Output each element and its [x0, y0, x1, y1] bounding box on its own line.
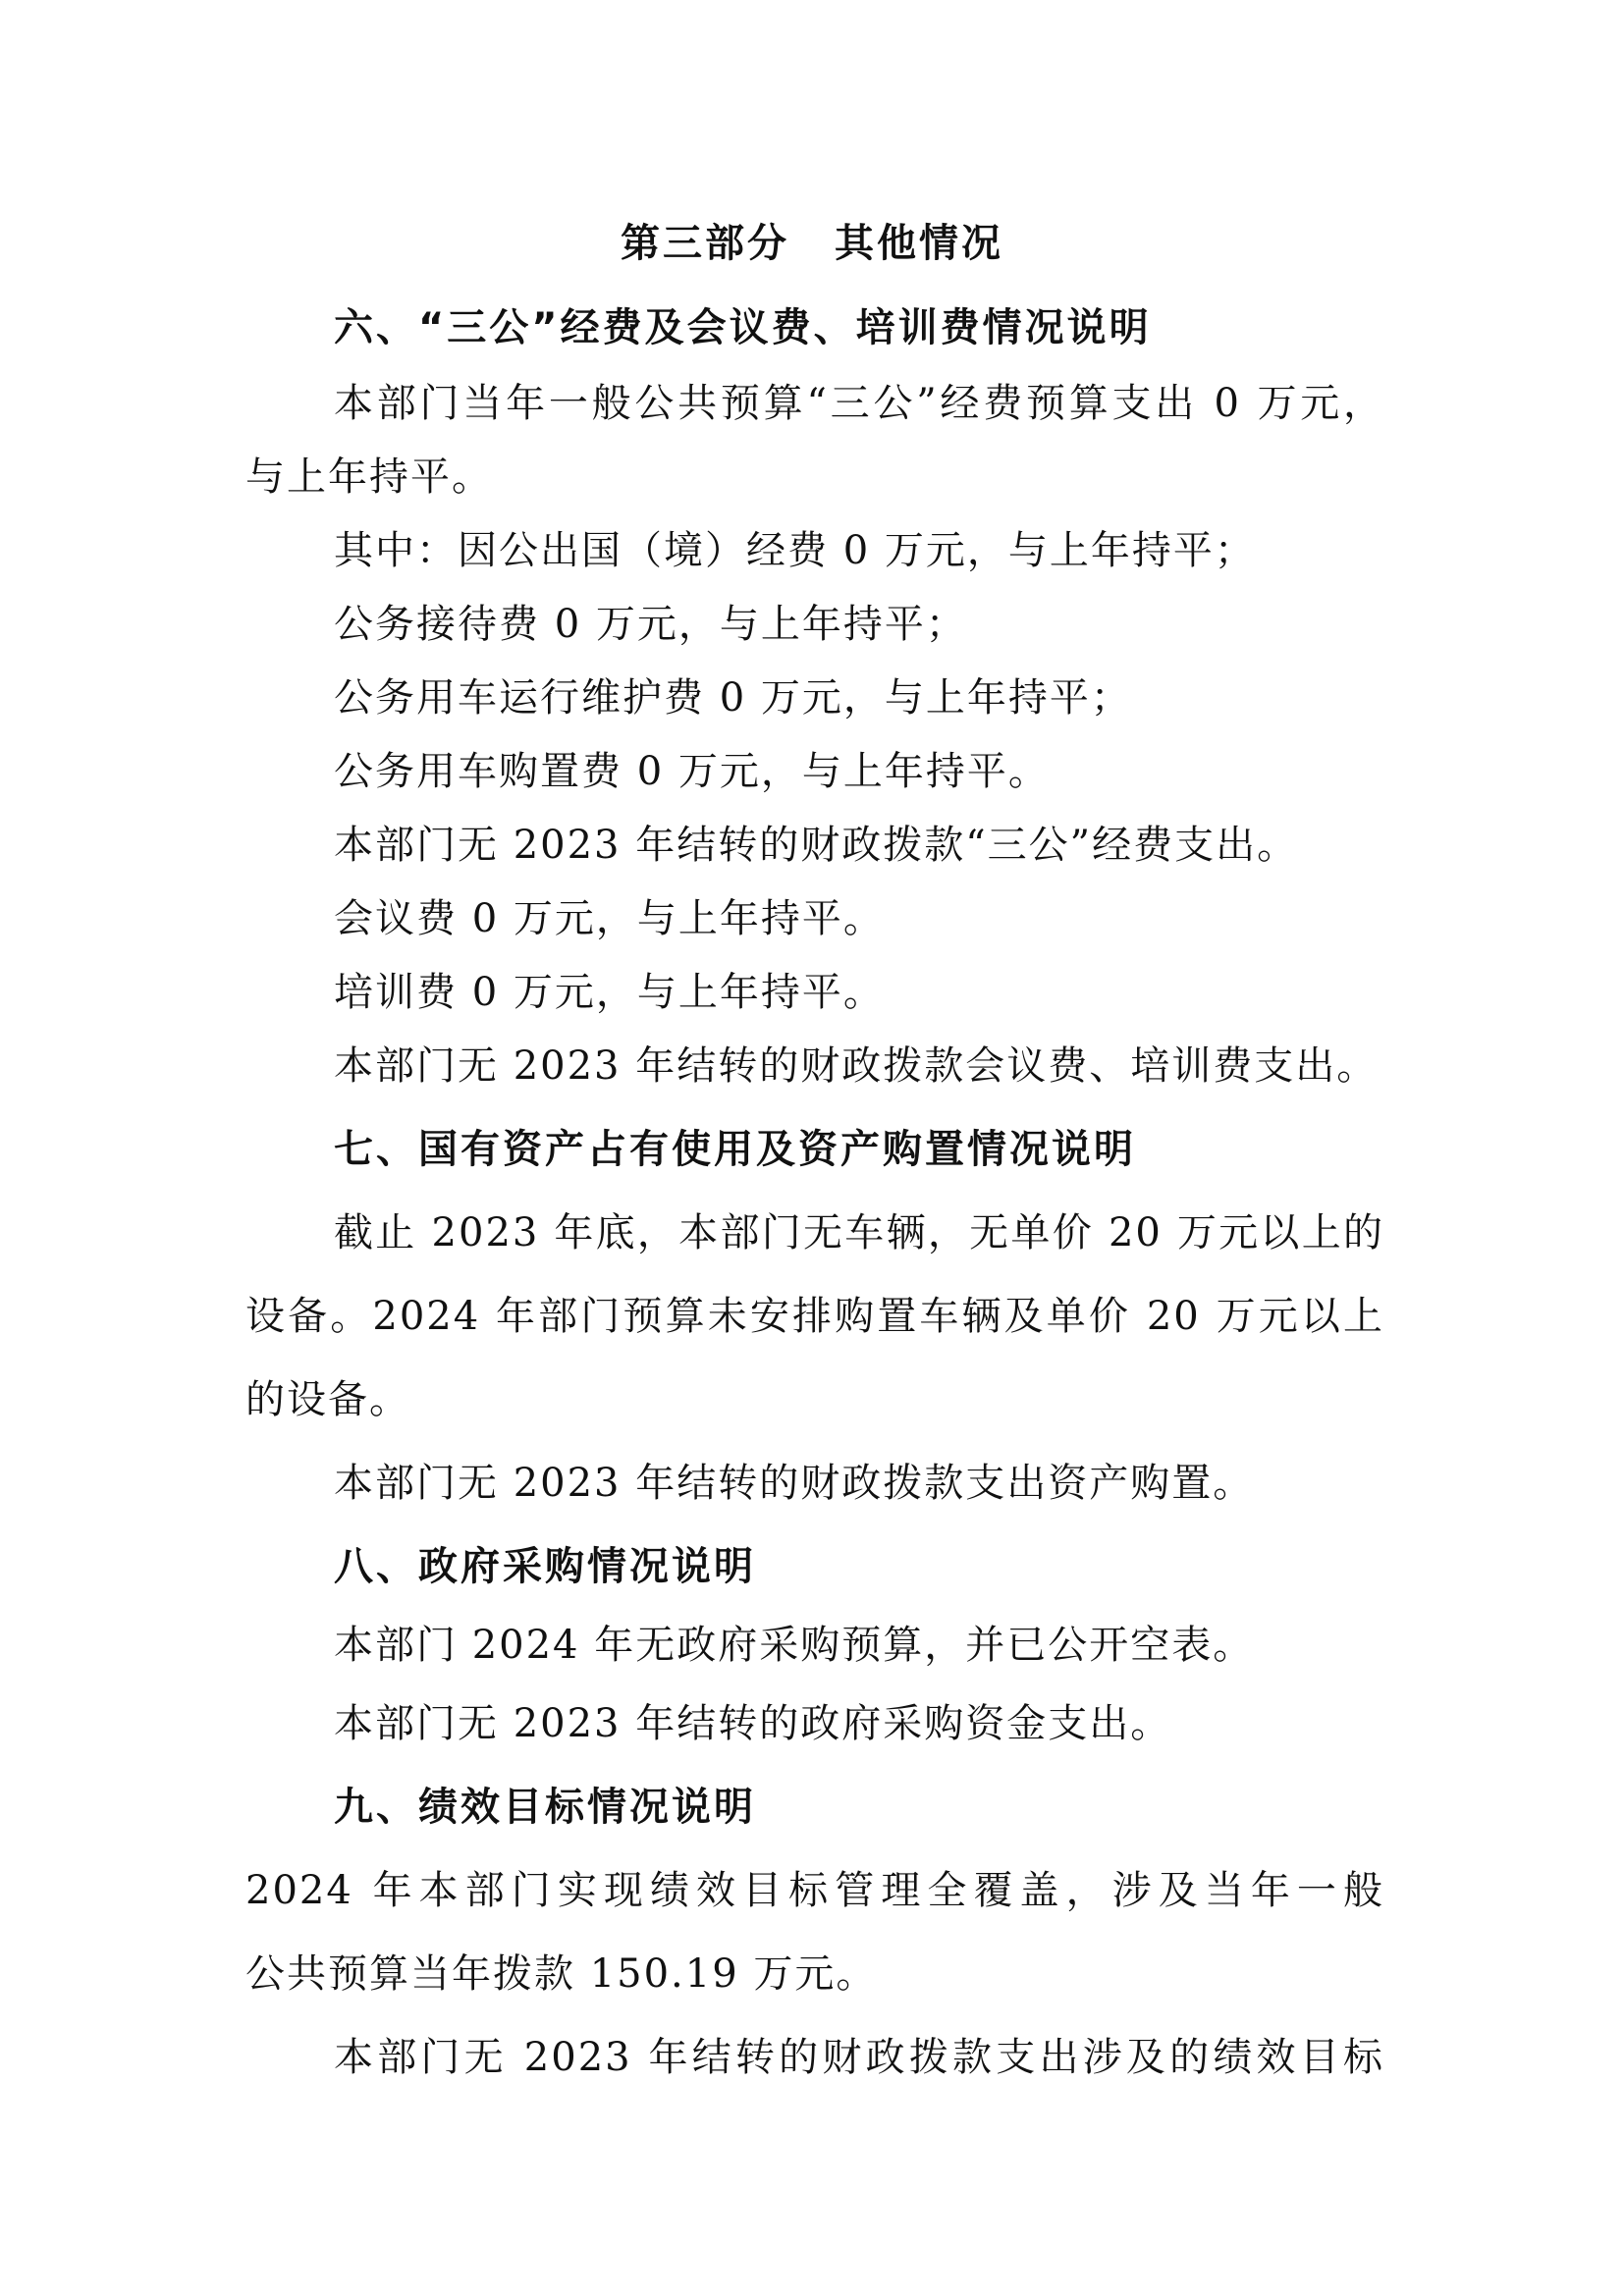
- section-8-heading: 八、政府采购情况说明: [334, 1544, 756, 1589]
- section-9-heading: 九、绩效目标情况说明: [334, 1785, 756, 1830]
- section-6-line-5: 公务用车运行维护费 0 万元，与上年持平；: [334, 675, 1132, 721]
- section-8-line-2: 本部门无 2023 年结转的政府采购资金支出。: [334, 1701, 1172, 1746]
- section-6-line-8: 会议费 0 万元，与上年持平。: [334, 896, 885, 941]
- section-6-line-6: 公务用车购置费 0 万元，与上年持平。: [334, 749, 1050, 794]
- section-7-line-2: 设备。2024 年部门预算未安排购置车辆及单价 20 万元以上: [245, 1294, 1384, 1339]
- section-6-heading: 六、“三公”经费及会议费、培训费情况说明: [334, 305, 1152, 350]
- section-9-line-2: 公共预算当年拨款 150.19 万元。: [245, 1951, 878, 1997]
- section-7-line-3: 的设备。: [245, 1377, 410, 1422]
- section-6-line-3: 其中：因公出国（境）经费 0 万元，与上年持平；: [334, 528, 1256, 573]
- section-7-line-1: 截止 2023 年底，本部门无车辆，无单价 20 万元以上的: [334, 1210, 1384, 1255]
- section-7-line-4: 本部门无 2023 年结转的财政拨款支出资产购置。: [334, 1461, 1255, 1506]
- page-title: [0, 214, 1624, 273]
- section-6-line-4: 公务接待费 0 万元，与上年持平；: [334, 602, 967, 647]
- section-8-line-1: 本部门 2024 年无政府采购预算，并已公开空表。: [334, 1623, 1255, 1668]
- section-9-line-1: 2024 年本部门实现绩效目标管理全覆盖，涉及当年一般: [245, 1868, 1384, 1913]
- section-6-line-2: 与上年持平。: [245, 454, 493, 500]
- section-6-line-10: 本部门无 2023 年结转的财政拨款会议费、培训费支出。: [334, 1043, 1379, 1089]
- section-9-line-3: 本部门无 2023 年结转的财政拨款支出涉及的绩效目标: [334, 2035, 1384, 2080]
- section-6-line-1: 本部门当年一般公共预算“三公”经费预算支出 0 万元，: [334, 381, 1384, 426]
- section-6-line-9: 培训费 0 万元，与上年持平。: [334, 970, 885, 1015]
- section-6-line-7: 本部门无 2023 年结转的财政拨款“三公”经费支出。: [334, 823, 1299, 868]
- title-part: 第三部分: [621, 220, 789, 266]
- section-7-heading: 七、国有资产占有使用及资产购置情况说明: [334, 1127, 1136, 1172]
- title-name: 其他情况: [835, 220, 1003, 266]
